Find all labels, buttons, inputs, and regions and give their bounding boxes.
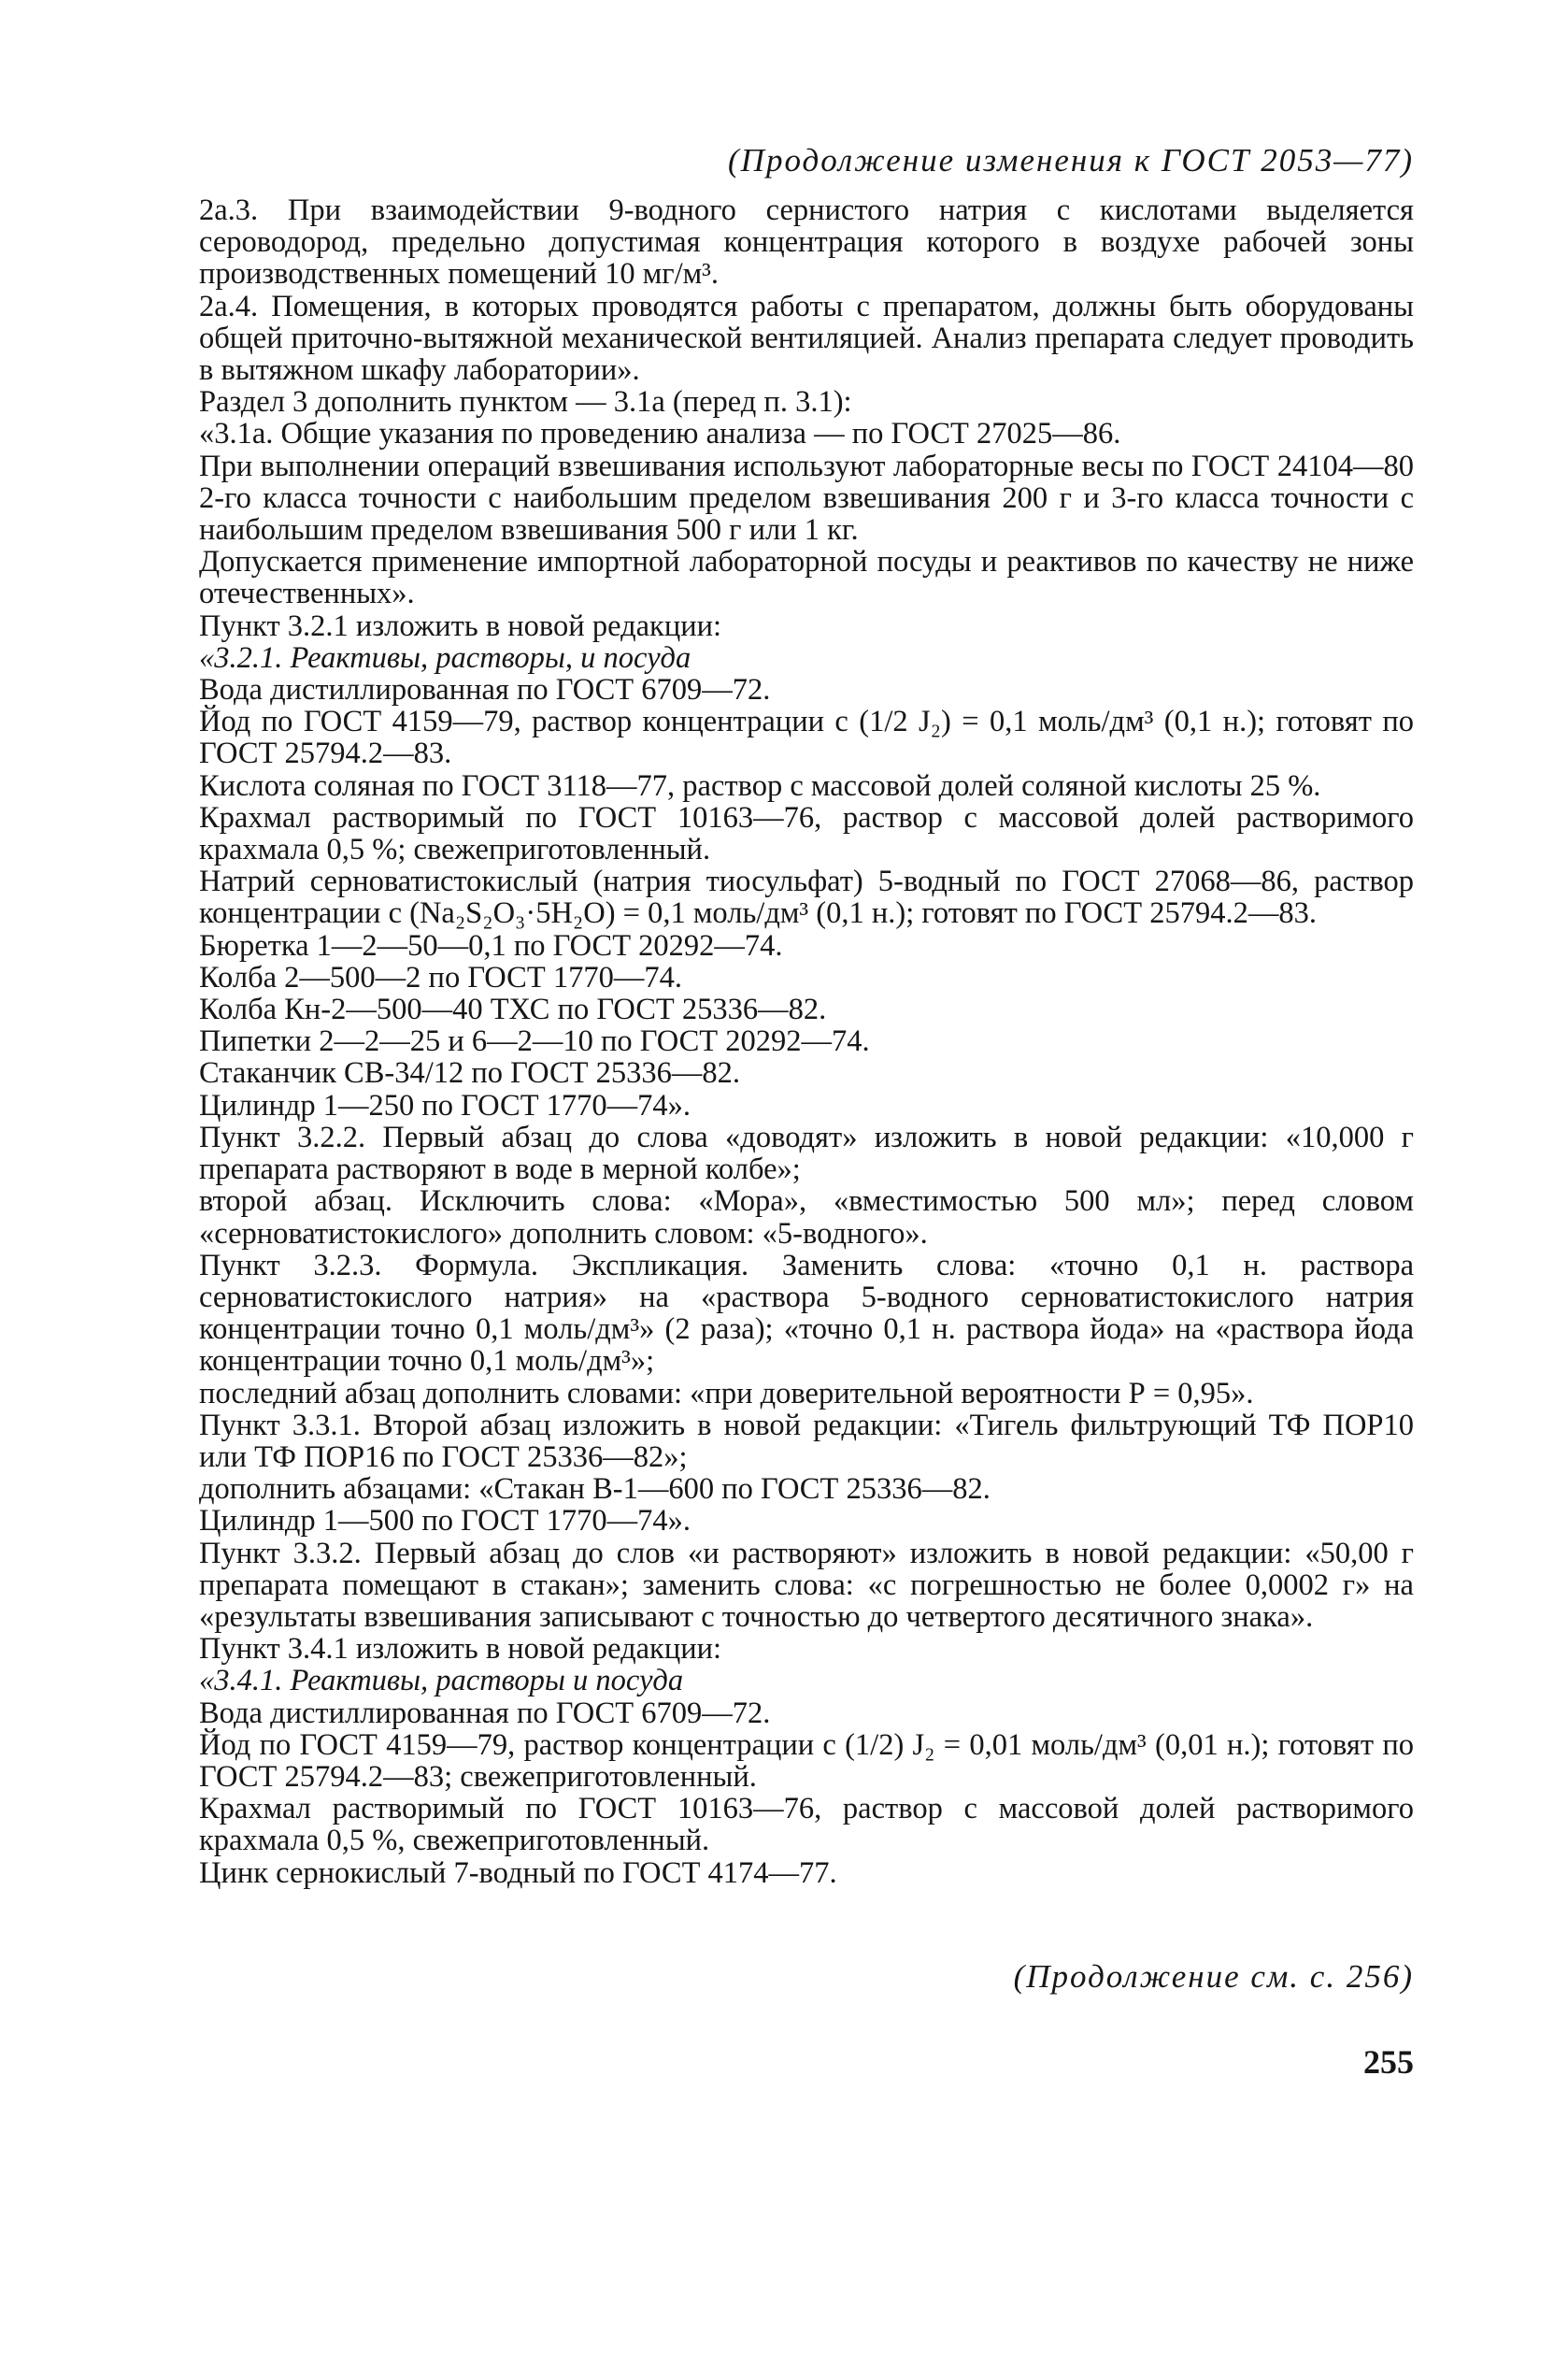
body-text [199, 194, 1414, 1889]
running-header: (Продолжение изменения к ГОСТ 2053—77) [728, 142, 1414, 179]
document-page [199, 140, 1414, 2082]
paragraph-2a3: 2а.3. При взаимодействии 9-водного сернистого натрия с кислотами выделяется сероводород, предельно допустимая концентрация которого в воздухе рабочей зоны производственных помещений 10 мг/м³. [199, 193, 1414, 292]
item-hydrochloric-acid: Кислота соляная по ГОСТ 3118—77, раствор с массовой долей соляной кислоты 25 %. [199, 768, 1321, 803]
continuation-note: (Продолжение см. с. 256) [1013, 1957, 1414, 1995]
paragraph-3-2-3: Пункт 3.2.3. Формула. Экспликация. Заменить слова: «точно 0,1 н. раствора серноватистокислого натрия» на «раствора 5-водного серноватистокислого натрия концентрации точно 0,1 моль/дм³» (2 раза); «точно 0,1 н. раствора йода» на «раствора йода концентрации точно 0,1 моль/дм³»; [199, 1248, 1414, 1379]
item-iodine-2: Йод по ГОСТ 4159—79, раствор концентрации с (1/2) J₂ = 0,01 моль/дм³ (0,01 н.); готовят по ГОСТ 25794.2—83; свежеприготовленный. [199, 1727, 1414, 1794]
paragraph-imported-glassware: Допускается применение импортной лабораторной посуды и реактивов по качеству не ниже отечественных». [199, 545, 1414, 611]
item-iodine: Йод по ГОСТ 4159—79, раствор концентрации с (1/2 J₂) = 0,1 моль/дм³ (0,1 н.); готовят по ГОСТ 25794.2—83. [199, 705, 1414, 771]
item-starch: Крахмал растворимый по ГОСТ 10163—76, раствор с массовой долей растворимого крахмала 0,5 %; свежеприготовленный. [199, 800, 1414, 867]
item-flask-2: Колба Кн-2—500—40 ТХС по ГОСТ 25336—82. [199, 993, 827, 1027]
item-beaker: Стаканчик СВ-34/12 по ГОСТ 25336—82. [199, 1056, 741, 1091]
paragraph-3-4-1-intro: Пункт 3.4.1 изложить в новой редакции: [199, 1632, 722, 1667]
paragraph-3-3-2: Пункт 3.3.2. Первый абзац до слов «и растворяют» изложить в новой редакции: «50,00 г препарата помещают в стакан»; заменить слова: «с погрешностью не более 0,0002 г» на «результаты взвешивания записывают с точностью до четвертого десятичного знака». [199, 1536, 1414, 1634]
paragraph-3-1a: «3.1а. Общие указания по проведению анализа — по ГОСТ 27025—86. [199, 417, 1121, 451]
paragraph-2a4: 2а.4. Помещения, в которых проводятся работы с препаратом, должны быть оборудованы общей приточно-вытяжной механической вентиляцией. Анализ препарата следует проводить в вытяжном шкафу лаборатории». [199, 289, 1414, 388]
paragraph-section3-add: Раздел 3 дополнить пунктом — 3.1а (перед п. 3.1): [199, 385, 852, 420]
item-cylinder: Цилиндр 1—250 по ГОСТ 1770—74». [199, 1088, 691, 1123]
item-starch-2: Крахмал растворимый по ГОСТ 10163—76, раствор с массовой долей растворимого крахмала 0,5 %, свежеприготовленный. [199, 1792, 1414, 1858]
item-cylinder-500: Цилиндр 1—500 по ГОСТ 1770—74». [199, 1504, 691, 1539]
item-sodium-thiosulfate: Натрий серноватистокислый (натрия тиосульфат) 5-водный по ГОСТ 27068—86, раствор концентрации с (Na₂S₂O₃·5H₂O) = 0,1 моль/дм³ (0,1 н.); готовят по ГОСТ 25794.2—83. [199, 865, 1414, 931]
paragraph-second-abzac: второй абзац. Исключить слова: «Мора», «вместимостью 500 мл»; перед словом «серноватистокислого» дополнить словом: «5-водного». [199, 1184, 1414, 1251]
paragraph-weighing: При выполнении операций взвешивания используют лабораторные весы по ГОСТ 24104—80 2-го класса точности с наибольшим пределом взвешивания 200 г и 3-го класса точности с наибольшим пределом взвешивания 500 г или 1 кг. [199, 449, 1414, 548]
item-zinc-sulfate: Цинк сернокислый 7-водный по ГОСТ 4174—77. [199, 1855, 837, 1890]
paragraph-last-abzac: последний абзац дополнить словами: «при доверительной вероятности Р = 0,95». [199, 1376, 1254, 1410]
item-burette: Бюретка 1—2—50—0,1 по ГОСТ 20292—74. [199, 928, 783, 963]
item-flask-1: Колба 2—500—2 по ГОСТ 1770—74. [199, 960, 682, 995]
paragraph-3-2-2: Пункт 3.2.2. Первый абзац до слова «доводят» изложить в новой редакции: «10,000 г препарата растворяют в воде в мерной колбе»; [199, 1120, 1414, 1187]
item-pipettes: Пипетки 2—2—25 и 6—2—10 по ГОСТ 20292—74. [199, 1024, 870, 1059]
item-water: Вода дистиллированная по ГОСТ 6709—72. [199, 673, 771, 708]
paragraph-3-2-1-title: «3.2.1. Реактивы, растворы, и посуда [199, 640, 691, 675]
paragraph-3-2-1-intro: Пункт 3.2.1 изложить в новой редакции: [199, 608, 722, 643]
page-number: 255 [1363, 2042, 1414, 2081]
paragraph-add-abzacs: дополнить абзацами: «Стакан В-1—600 по ГОСТ 25336—82. [199, 1472, 991, 1507]
item-water-2: Вода дистиллированная по ГОСТ 6709—72. [199, 1696, 771, 1730]
paragraph-3-3-1: Пункт 3.3.1. Второй абзац изложить в новой редакции: «Тигель фильтрующий ТФ ПОР10 или ТФ ПОР16 по ГОСТ 25336—82»; [199, 1408, 1414, 1474]
paragraph-3-4-1-title: «3.4.1. Реактивы, растворы и посуда [199, 1664, 684, 1698]
